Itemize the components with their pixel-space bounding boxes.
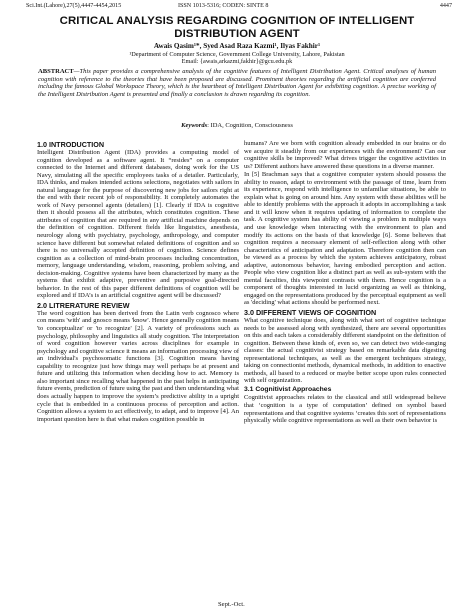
affiliation: ¹Department of Computer Science, Government College University, Lahore, Pakistan	[129, 51, 345, 58]
section-heading-views-of-cognition: 3.0 DIFFERENT VIEWS OF COGNITION	[244, 308, 377, 318]
abstract	[38, 68, 436, 99]
left-column	[37, 140, 239, 424]
keywords	[30, 122, 444, 129]
keywords-text: : IDA, Cognition, Consciousness	[207, 122, 293, 129]
author-list: Awais Qasim¹*, Syed Asad Raza Kazmi¹, Ilyas Fakhir¹	[153, 42, 321, 50]
section-heading-introduction: 1.0 INTRODUCTION	[37, 140, 105, 149]
page-footer: Sept.-Oct.	[218, 601, 245, 608]
paragraph: Cognitivist approaches relates to the classical and still widespread believe that ‘cognition is a type of computation’ defined on symbol based representations and that cognitive systems ‘creates this sort of representations physically while cognitive representations as well as their own behavior is	[244, 394, 446, 425]
issn-coden: ISSN 1013-5316; CODEN: SINTE 8	[178, 3, 269, 9]
paragraph: In [5] Brachman says that a cognitive computer system should possess the ability to reason, adapt to environment with the passage of time, learn from its experience, respond with intelligence to unfamiliar situations, be able to explain what is going on around him. Any system with these abilities will be able to identify problems with the approach it adopts in accomplishing a task and it will know when it requires updating of information to complete the task. A cognitive system has ability of viewing a problem in multiple ways and use knowledge when interacting with the environment to plan and modify its actions on the basis of that knowledge [6]. Some believes that cognition requires a necessary element of self-reflection along with other characteristics of anticipation and adaptation. Therefore cognition then can be viewed as a process by which the system achieves anticipatory, robust adaptive, autonomous behavior, having embodied perception and action. People who view cognition like a distinct part as well as sub-system with the mental faculties, this viewpoint contrasts with them. Hence cognition is a component of thoughts interested in lucid organizing as well as thinking, engaged on the representations produced by the perceptual equipment as well as 'deciding' what actions should be performed next.	[244, 171, 446, 307]
paragraph: Intelligent Distribution Agent (IDA) provides a computing model of cognition developed as a software agent. It “resides” on a computer connected to the Internet and different databases, doing work for the US Navy, simulating all the specific employees tasks of a detailer. Particularly, IDA thinks, and makes intended actions selections, negotiates with sailors in natural language for the purpose of discovering new jobs for sailors right at the end with their recent job of responsibility. It completely automates the work of Navy personnel agents (detailers) [1]. Clearly if IDA is cognitive then it should possess all the attributes, which constitutes cognition. These attributes of cognition that are required in any artificial machine depends on the definition of cognition. Different fields like linguistics, anesthesia, neurology along with psychiatry, psychology, anthropology, and computer science have different but somewhat related definitions of cognition and so there is no universally accepted definition of cognition. Science defines cognition as a collection of mind-brain processes including concentration, memory, language understanding, wisdom, reasoning, problem solving, and decision-making. Cognitive systems have been characterized by many as the systems that exhibit adaptive, preventive and purposive goal-directed behavior. In the rest of this paper different definitions of cognition will be explored and if IDA’s is an artificial cognitive agent will be discussed?	[37, 149, 239, 300]
paper-title: CRITICAL ANALYSIS REGARDING COGNITION OF INTELLIGENT DISTRIBUTION AGENT	[59, 15, 415, 40]
right-column	[244, 140, 446, 426]
paragraph: The word cognition has been derived from the Latin verb cognosco where con means 'with' and gnosco means 'know'. Hence generally cognition means 'to conceptualize' or 'to recognize' [2]. A variety of professions such as psychology, philosophy and linguistics all study cognition. The interpretation of word cognition however varies across disciplines for example in psychology and cognitive science it means an information processing view of an individual's psychosomatic functions [3]. Cognition means having capability to recognize just how things may well perhaps be at present and future and utilizing this information when deciding how to act. Memory is also important since recalling what happened in the past helps in anticipating future events, prediction of future using the past and then understanding what does actually happen to improve the system’s predictive ability in a upright cycle that is embedded in a continuous process of perception and action. Cognition allows a system to act effectively, to adapt, and to improve [4]. An important question here is that what makes cognition possible in	[37, 309, 239, 423]
subsection-heading-cognitivist: 3.1 Cognitivist Approaches	[244, 385, 332, 393]
journal-citation: Sci.Int.(Lahore),27(5),4447-4454,2015	[26, 3, 122, 9]
email: Email: {awais,arkazmi,fakhir}@gcu.edu.pk	[181, 58, 293, 66]
page-number: 4447	[439, 3, 452, 9]
running-header	[26, 3, 452, 13]
keywords-label: Keywords	[181, 122, 208, 129]
abstract-text: —This paper provides a comprehensive analysis of the cognitive features of Intelligent Distribution Agent. Critical analyses of human cognition with reference to the theories that have been proposed are discussed. Prominent theories regarding the artificial cognition are conferred including the famous Global Workspace Theory, which is the heartbeat of Intelligent Distribution Agent for exhibiting cognition. A precise working of the Intelligent Distribution Agent is presented and finally a conclusion is drawn regarding its cognition.	[38, 68, 436, 99]
section-heading-literature-review: 2.0 LITRERATURE REVIEW	[37, 300, 130, 310]
paragraph: humans? Are we born with cognition already embedded in our brains or do we acquire it steadily from our experiences with the environment? Can our cognitive skills be improved? What drives trigger the cognitive activities in us? Different authors have answered these questions in a diverse manner.	[244, 140, 446, 170]
abstract-label: ABSTRACT	[38, 68, 74, 75]
affiliation-block	[30, 51, 444, 65]
paragraph: What cognitive technique does, along with what sort of cognitive technique needs to be assessed along with synthesized, there are several opportunities on this and each takes a considerably different standpoint on the definition of cognition. Between these kinds of, even so, we can detect two wide-ranging classes: the actual cognitivist strategy based on remarkable data digesting representational techniques, as well as the emergent techniques strategy, taking on connectionist methods, dynamical methods, in addition to enactive methods, all based to a reduced or maybe better scope upon rules connected with self organization.	[244, 317, 446, 385]
